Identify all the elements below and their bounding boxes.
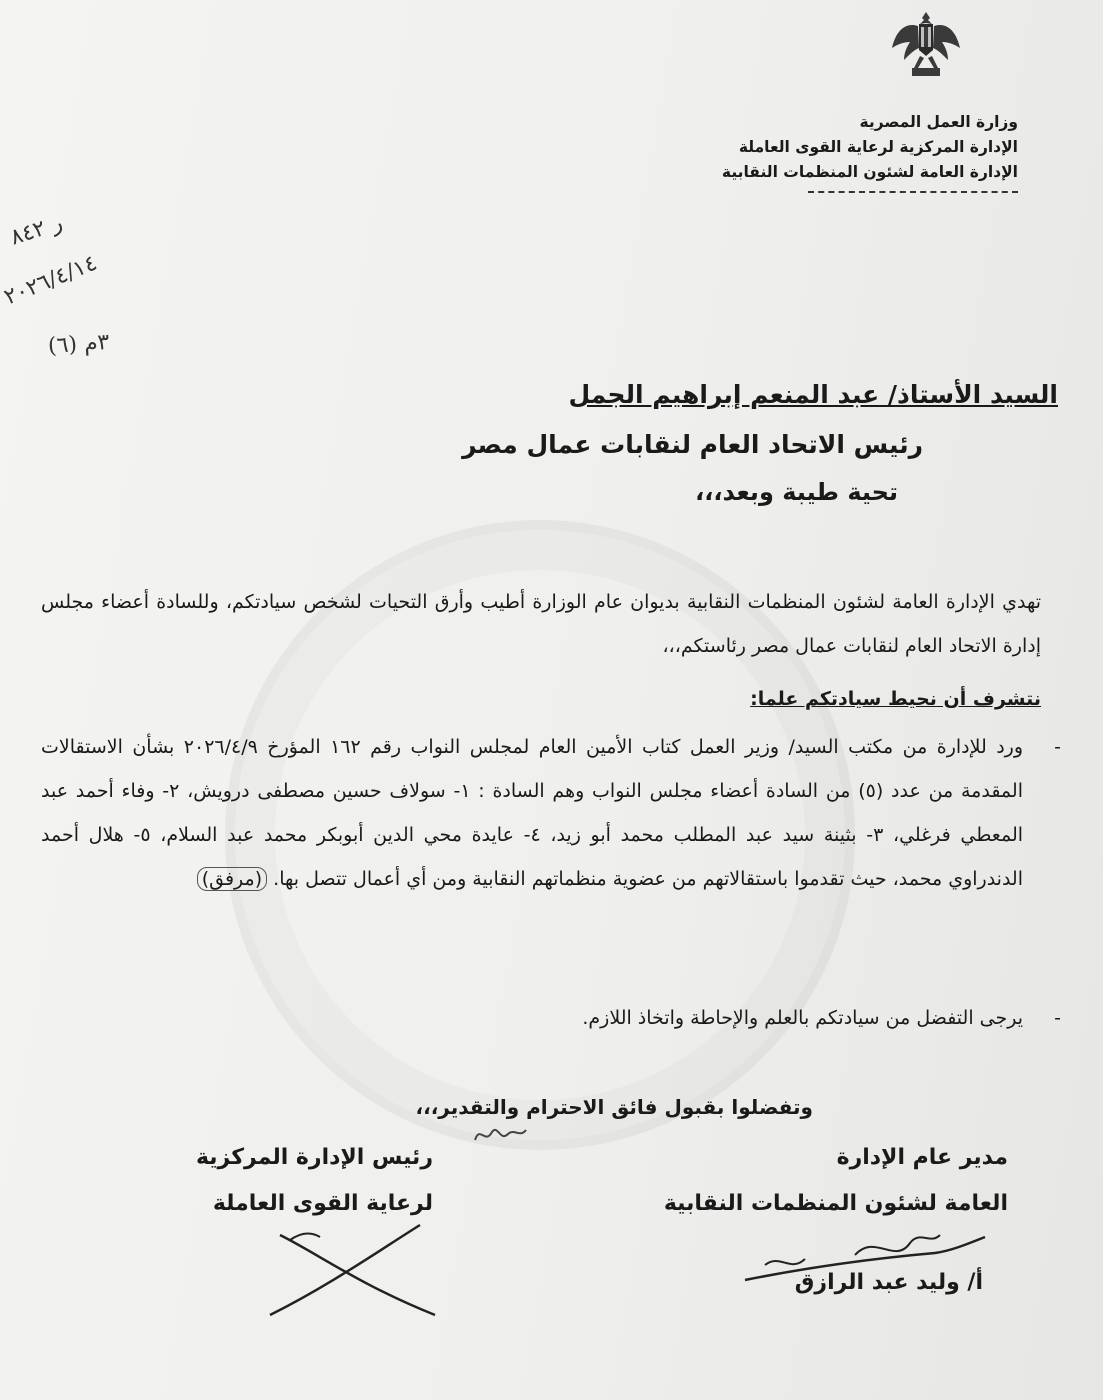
general-director-name: أ/ وليد عبد الرازق	[794, 1270, 983, 1295]
ministry-header	[688, 110, 1018, 193]
item-1-text: ورد للإدارة من مكتب السيد/ وزير العمل كتاب الأمين العام لمجلس النواب رقم ١٦٢ المؤرخ ٢٠٢٦/٤/٩ بشأن الاستقالات المقدمة من عدد (٥) من السادة أعضاء مجلس النواب وهم السادة : ١- سولاف حسين مصطفى درويش، ٢- وفاء أحمد عبد المعطي فرغلي، ٣- بثينة سيد عبد المطلب محمد أبو زيد، ٤- عايدة محي الدين أبوبكر محمد عبد السلام، ٥- هلال أحمد الدندراوي محمد، حيث تقدموا باستقالاتهم من عضوية منظماتهم النقابية ومن أي أعمال تتصل بها.	[41, 736, 1024, 890]
signature-block-general-director	[664, 1135, 1008, 1227]
addressee-name: السيد الأستاذ/ عبد المنعم إبراهيم الجمل	[568, 380, 1058, 409]
intro-paragraph: تهدي الإدارة العامة لشئون المنظمات النقابية بديوان عام الوزارة أطيب وأرق التحيات لشخص سيادتكم، وللسادة أعضاء مجلس إدارة الاتحاد العام لنقابات عمال مصر رئاستكم،،،	[41, 591, 1041, 657]
bullet-dash: -	[1054, 736, 1061, 758]
central-admin-name: الإدارة المركزية لرعاية القوى العاملة	[738, 138, 1018, 156]
header-divider	[808, 191, 1018, 193]
general-director-department: العامة لشئون المنظمات النقابية	[663, 1191, 1008, 1216]
list-item	[41, 996, 1061, 1040]
general-director-title: مدير عام الإدارة	[836, 1145, 1008, 1170]
general-admin-name: الإدارة العامة لشئون المنظمات النقابية	[721, 163, 1018, 181]
list-item	[41, 725, 1061, 901]
handwritten-reference-number: ر ٨٤٢	[7, 210, 66, 251]
central-head-department: لرعاية القوى العاملة	[212, 1191, 433, 1216]
greeting: تحية طيبة وبعد،،،	[695, 478, 898, 506]
bullet-dash: -	[1054, 1007, 1061, 1029]
central-head-title: رئيس الإدارة المركزية	[195, 1145, 433, 1170]
ministry-name: وزارة العمل المصرية	[859, 113, 1018, 131]
notice-heading: نتشرف أن نحيط سيادتكم علما:	[750, 688, 1041, 710]
attachment-badge: (مرفق)	[197, 867, 267, 891]
signature-block-central-head	[196, 1135, 433, 1227]
addressee-title: رئيس الاتحاد العام لنقابات عمال مصر	[462, 430, 923, 459]
central-head-signature-icon	[250, 1215, 460, 1325]
handwritten-note: (٦) ٣م	[47, 329, 111, 360]
item-2-text: يرجى التفضل من سيادتكم بالعلم والإحاطة واتخاذ اللازم.	[582, 1007, 1023, 1029]
initial-scribble-icon	[470, 1120, 530, 1150]
egypt-eagle-emblem-icon	[888, 8, 964, 86]
handwritten-date: ٢٠٢٦/٤/١٤	[0, 250, 101, 311]
closing-line: وتفضلوا بقبول فائق الاحترام والتقدير،،،	[415, 1095, 813, 1119]
